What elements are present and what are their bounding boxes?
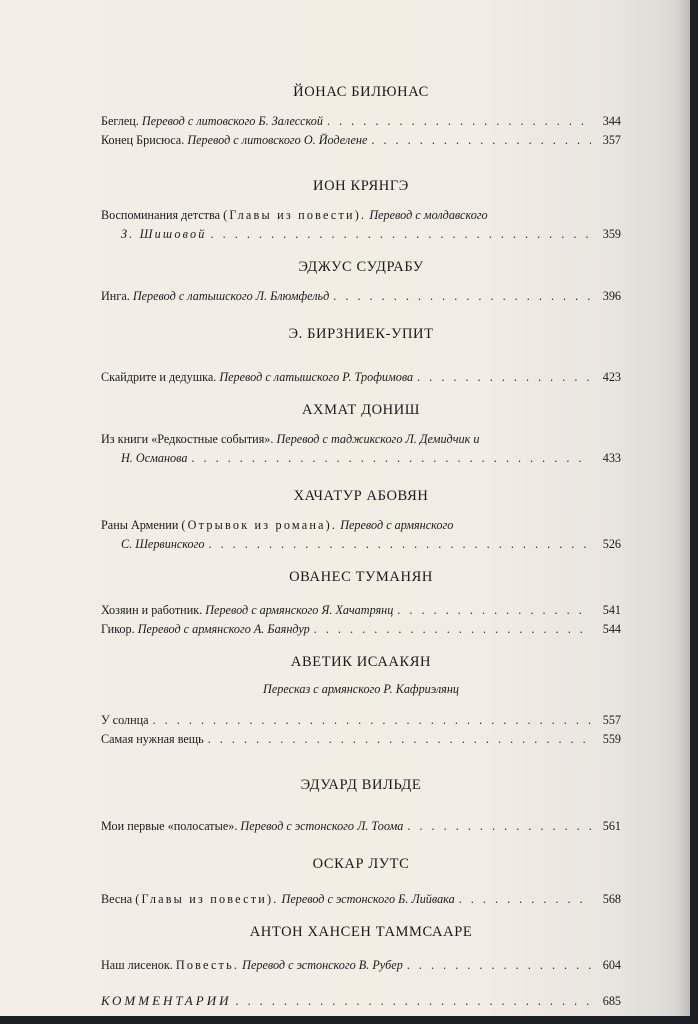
leader-dots (191, 449, 591, 468)
translation-credit-cont: Н. Османова (121, 451, 188, 465)
page-number: 359 (602, 227, 621, 241)
author-heading: АХМАТ ДОНИШ (301, 402, 421, 418)
leader-dots (333, 287, 591, 306)
toc-entry-first-line[interactable] (101, 206, 621, 225)
page-number: 423 (602, 370, 621, 384)
page-number: 568 (602, 892, 621, 906)
author-heading: ЙОНАС БИЛЮНАС (293, 84, 429, 100)
work-note: (Главы из повести). (223, 208, 367, 222)
author-heading: Э. БИРЗНИЕК-УПИТ (288, 326, 434, 342)
toc-entry-first-line[interactable] (101, 430, 621, 449)
toc-entry[interactable] (101, 817, 621, 836)
toc-entry[interactable] (101, 730, 621, 749)
toc-entry[interactable] (101, 131, 621, 150)
page-number: 544 (602, 622, 621, 636)
author-heading: ИОН КРЯНГЭ (313, 178, 409, 194)
translation-credit-cont: С. Шервинского (121, 537, 205, 551)
translation-credit: Перевод с эстонского Б. Лийвака (281, 892, 455, 906)
translation-credit: Перевод с эстонского В. Рубер (242, 958, 403, 972)
work-title: Самая нужная вещь (101, 732, 204, 746)
work-title: Из книги «Редкостные события». (101, 432, 274, 446)
translation-credit: Перевод с таджикского Л. Демидчик и (276, 432, 480, 446)
leader-dots (459, 890, 591, 909)
translation-credit: Перевод с эстонского Л. Тоома (240, 819, 404, 833)
work-title: Скайдрите и дедушка. (101, 370, 217, 384)
page-number: 557 (602, 713, 621, 727)
toc-entry[interactable] (101, 601, 621, 620)
work-title: Воспоминания детства (101, 208, 221, 222)
toc-entry[interactable] (101, 711, 621, 730)
work-title: Конец Брисюса. (101, 133, 185, 147)
page-number: 526 (602, 537, 621, 551)
work-title: Инга. (101, 289, 130, 303)
page-number: 433 (602, 451, 621, 465)
toc-entry[interactable] (101, 225, 621, 244)
work-title: Беглец. (101, 114, 139, 128)
leader-dots (417, 368, 591, 387)
page-number: 604 (602, 958, 621, 972)
toc-entry[interactable] (101, 890, 621, 909)
toc-section-creanga (101, 176, 621, 244)
leader-dots (397, 601, 591, 620)
toc-section-biliunas (101, 82, 621, 150)
author-heading: ХАЧАТУР АБОВЯН (293, 488, 429, 504)
toc-entry[interactable] (101, 449, 621, 468)
author-heading: ЭДЖУС СУДРАБУ (298, 259, 424, 275)
translation-credit: Перевод с латышского Л. Блюмфельд (132, 289, 330, 303)
toc-entry[interactable] (101, 535, 621, 554)
leader-dots (235, 992, 591, 1011)
work-title: Гикор. (101, 622, 135, 636)
toc-section-vilde (101, 775, 621, 836)
author-heading: ОВАНЕС ТУМАНЯН (289, 569, 433, 585)
toc-entry[interactable] (101, 956, 621, 975)
author-heading: ЭДУАРД ВИЛЬДЕ (300, 777, 422, 793)
leader-dots (153, 711, 591, 730)
toc-entry[interactable] (101, 287, 621, 306)
commentary-title: КОММЕНТАРИИ (101, 993, 232, 1008)
translation-credit: Перевод с армянского А. Баяндур (137, 622, 310, 636)
toc-section-donish (101, 400, 621, 468)
toc-entry[interactable] (101, 620, 621, 639)
translation-credit-cont: З. Шишовой (121, 227, 207, 241)
page-number: 559 (602, 732, 621, 746)
work-title: Хозяин и работник. (101, 603, 203, 617)
leader-dots (314, 620, 591, 639)
work-title: Весна (101, 892, 133, 906)
work-title: Мои первые «полосатые». (101, 819, 238, 833)
page-number: 344 (602, 114, 621, 128)
leader-dots (211, 225, 591, 244)
translation-credit: Перевод с литовского О. Йоделене (187, 133, 368, 147)
work-note: (Главы из повести). (135, 892, 279, 906)
toc-entry-commentary[interactable] (101, 991, 621, 1011)
work-note: (Отрывок из романа). (181, 518, 338, 532)
toc-entry[interactable] (101, 112, 621, 131)
work-note: Повесть. (175, 958, 240, 972)
translation-credit: Перевод с армянского (340, 518, 454, 532)
work-title: У солнца (101, 713, 149, 727)
page-number: 541 (602, 603, 621, 617)
author-heading: АНТОН ХАНСЕН ТАММСААРЕ (249, 924, 473, 940)
leader-dots (327, 112, 591, 131)
work-title: Раны Армении (101, 518, 179, 532)
leader-dots (407, 956, 591, 975)
toc-section-birznieks (101, 324, 621, 387)
leader-dots (407, 817, 591, 836)
translation-credit: Перевод с молдавского (369, 208, 488, 222)
page-number: 357 (602, 133, 621, 147)
translation-credit: Перевод с армянского Я. Хачатрянц (205, 603, 394, 617)
work-title: Наш лисенок. (101, 958, 173, 972)
page-number: 685 (602, 994, 621, 1008)
translation-credit: Перевод с литовского Б. Залесской (141, 114, 323, 128)
toc-section-isahakian (101, 652, 621, 749)
table-of-contents (101, 82, 621, 1011)
toc-entry-first-line[interactable] (101, 516, 621, 535)
leader-dots (371, 131, 591, 150)
author-heading: АВЕТИК ИСААКЯН (290, 654, 432, 670)
toc-section-abovian (101, 486, 621, 554)
toc-section-tumanian (101, 567, 621, 639)
translation-credit: Перевод с латышского Р. Трофимова (219, 370, 414, 384)
leader-dots (208, 730, 591, 749)
section-subtitle: Пересказ с армянского Р. Кафриэлянц (263, 682, 459, 696)
toc-section-sudrabu (101, 257, 621, 306)
leader-dots (208, 535, 591, 554)
toc-section-tammsaare (101, 922, 621, 975)
page-spine-shadow (662, 0, 690, 1016)
page-number: 561 (602, 819, 621, 833)
toc-entry[interactable] (101, 368, 621, 387)
author-heading: ОСКАР ЛУТС (312, 856, 410, 872)
toc-section-luts (101, 854, 621, 909)
page-number: 396 (602, 289, 621, 303)
